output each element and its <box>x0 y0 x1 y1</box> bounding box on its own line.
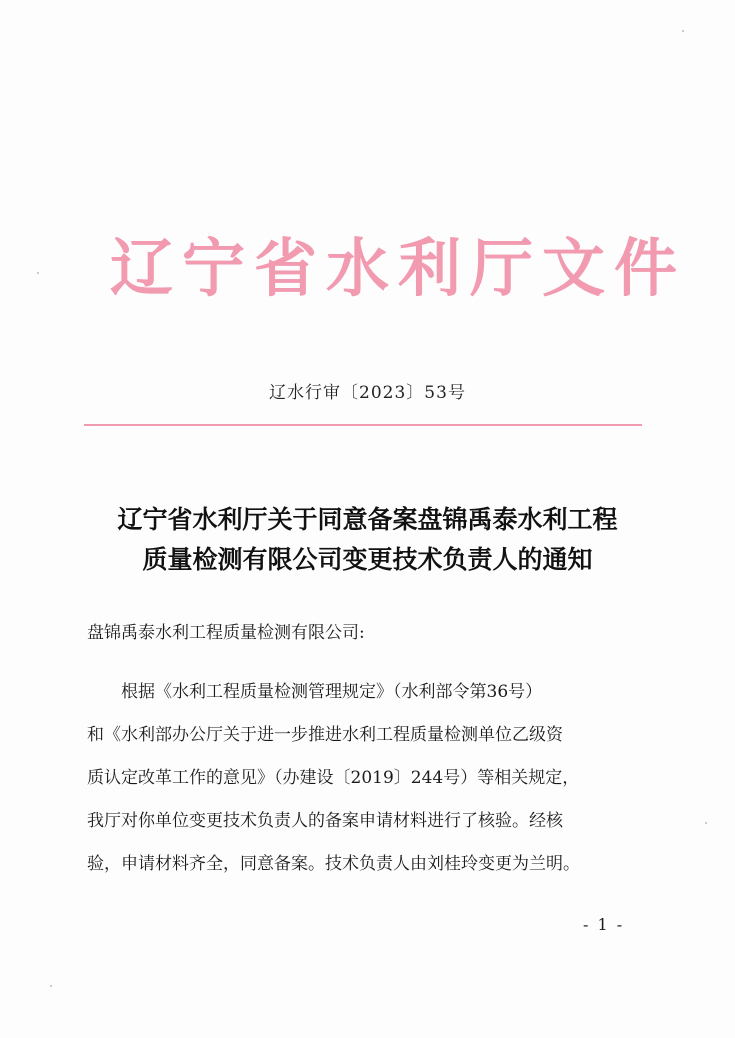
scan-speck <box>50 985 52 987</box>
scan-speck <box>682 30 684 32</box>
recipient-line: 盘锦禹泰水利工程质量检测有限公司: <box>87 623 365 643</box>
notice-title-line-2: 质量检测有限公司变更技术负责人的通知 <box>142 545 593 574</box>
body-line-5: 验，申请材料齐全，同意备案。技术负责人由刘桂玲变更为兰明。 <box>87 854 580 874</box>
body-line-3: 质认定改革工作的意见》（办建设〔2019〕244号）等相关规定， <box>87 768 580 788</box>
header-divider-line <box>84 424 642 426</box>
issuer-header-title: 辽宁省水利厅文件 <box>110 231 686 305</box>
page-number: - 1 - <box>583 915 625 934</box>
body-line-1: 根据《水利工程质量检测管理规定》（水利部令第36号） <box>121 682 543 702</box>
body-line-2: 和《水利部办公厅关于进一步推进水利工程质量检测单位乙级资 <box>87 725 563 745</box>
scan-speck <box>705 822 707 824</box>
notice-body <box>87 671 647 886</box>
document-number: 辽水行审〔2023〕53号 <box>269 383 466 403</box>
notice-title-line-1: 辽宁省水利厅关于同意备案盘锦禹泰水利工程 <box>117 505 618 534</box>
body-line-4: 我厅对你单位变更技术负责人的备案申请材料进行了核验。经核 <box>87 811 563 831</box>
scan-speck <box>37 272 39 274</box>
notice-title <box>80 500 655 580</box>
